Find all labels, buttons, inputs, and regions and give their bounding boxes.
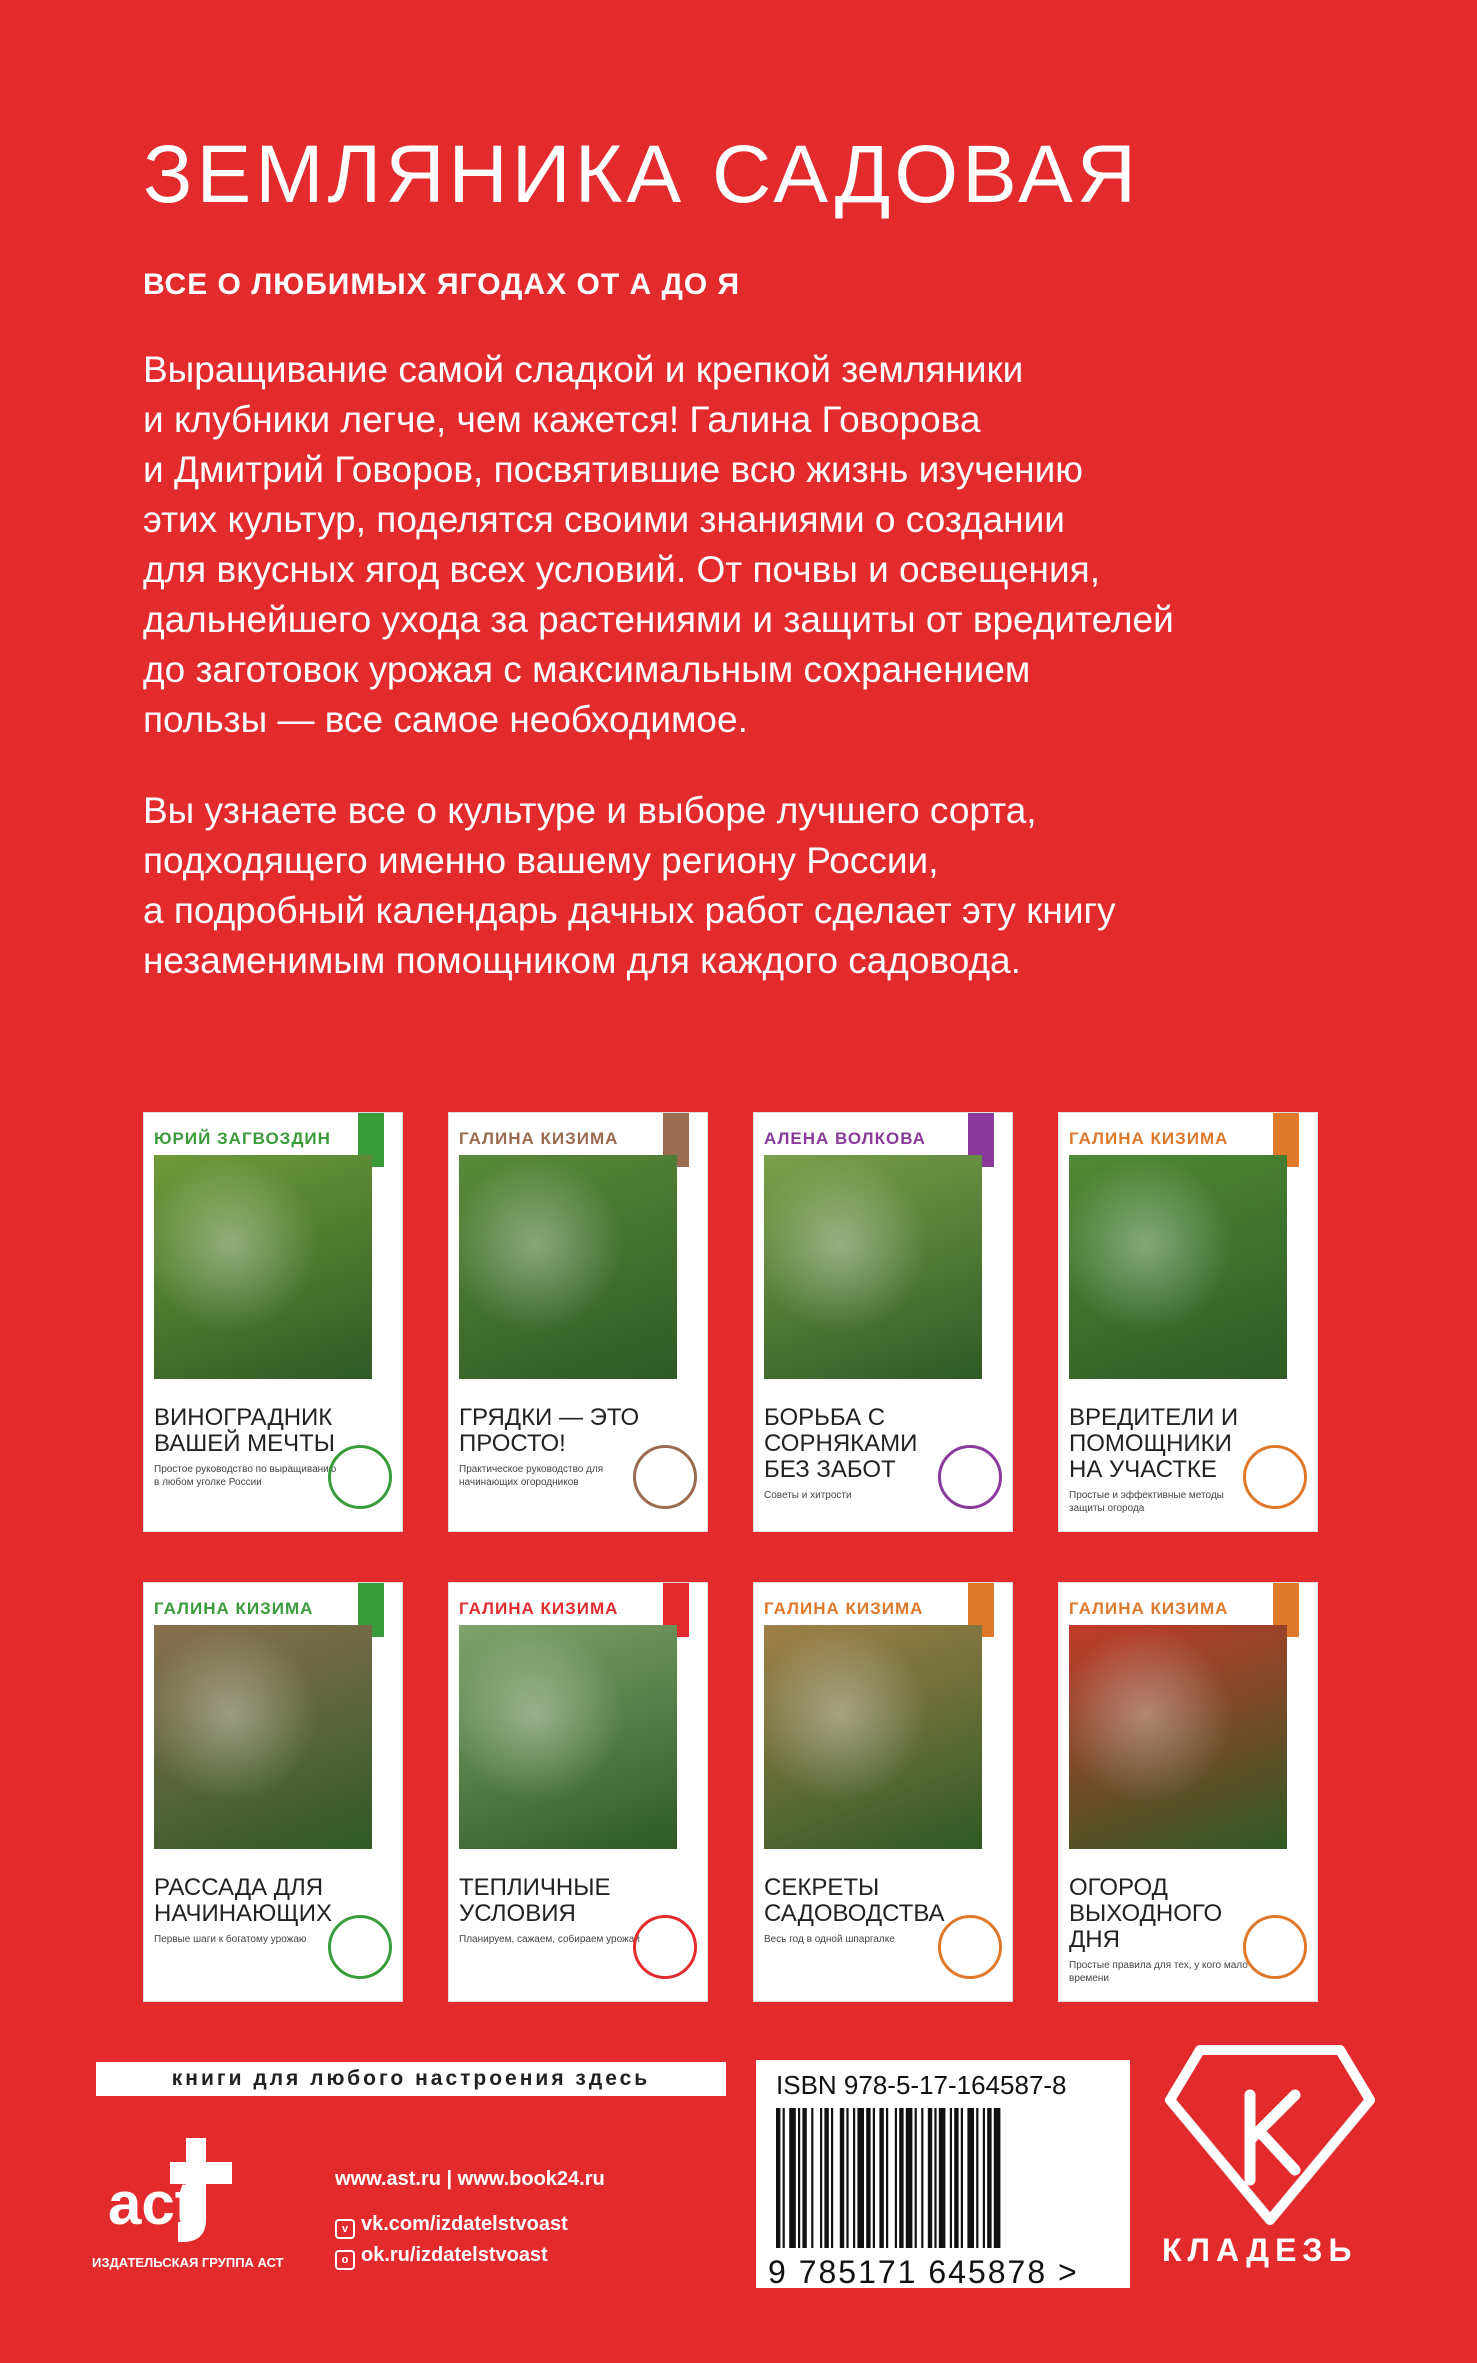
series-book-cover [143, 1112, 403, 1532]
website-links[interactable]: www.ast.ru | www.book24.ru [335, 2168, 605, 2190]
book-photo [154, 1625, 372, 1849]
book-cover-title [459, 1875, 649, 1946]
vk-icon: v [335, 2219, 355, 2239]
book-cover-subtitle: Первые шаги к богатому урожаю [154, 1934, 307, 1945]
barcode-bar [840, 2108, 844, 2248]
series-seal-icon [328, 1445, 392, 1509]
series-seal-icon [938, 1445, 1002, 1509]
ok-link-text: ok.ru/izdatelstvoast [361, 2244, 548, 2266]
paragraph-line: до заготовок урожая с максимальным сохранением [143, 649, 1031, 690]
book-cover-title-text: БОРЬБА С СОРНЯКАМИ БЕЗ ЗАБОТ [764, 1404, 918, 1483]
barcode-image [776, 2108, 1108, 2248]
book-cover-title-text: ВРЕДИТЕЛИ И ПОМОЩНИКИ НА УЧАСТКЕ [1069, 1404, 1239, 1483]
book-author: ГАЛИНА КИЗИМА [459, 1129, 619, 1148]
book-cover-title [1069, 1405, 1259, 1515]
series-seal-icon [633, 1915, 697, 1979]
book-author: ГАЛИНА КИЗИМА [1069, 1599, 1229, 1618]
barcode-bar [846, 2108, 848, 2248]
book-photo [154, 1155, 372, 1379]
barcode-bar [879, 2108, 883, 2248]
book-cover-title-text: РАССАДА ДЛЯ НАЧИНАЮЩИХ [154, 1874, 333, 1927]
paragraph-line: незаменимым помощником для каждого садовода. [143, 940, 1021, 981]
book-cover-title [459, 1405, 649, 1489]
series-book-cover [143, 1582, 403, 2002]
book-cover-title [154, 1875, 344, 1946]
book-cover-title [154, 1405, 344, 1489]
barcode-bar [921, 2108, 923, 2248]
book-photo [459, 1625, 677, 1849]
book-cover-title-text: ВИНОГРАДНИК ВАШЕЙ МЕЧТЫ [154, 1404, 336, 1457]
book-cover-subtitle: Простые правила для тех, у кого мало времени [1069, 1960, 1248, 1984]
paragraph-line: Вы узнаете все о культуре и выборе лучшего сорта, [143, 790, 1037, 831]
book-cover-title-text: ГРЯДКИ — ЭТО ПРОСТО! [459, 1404, 640, 1457]
barcode-bar [987, 2108, 991, 2248]
book-cover-subtitle: Простые и эффективные методы защиты огорода [1069, 1490, 1224, 1514]
paragraph-line: пользы — все самое необходимое. [143, 699, 748, 740]
barcode-bar [983, 2108, 985, 2248]
kladez-diamond-icon [1160, 2040, 1380, 2230]
barcode-bar [789, 2108, 796, 2248]
ok-icon: o [335, 2250, 355, 2270]
book-author: ГАЛИНА КИЗИМА [1069, 1129, 1229, 1148]
series-book-cover [753, 1112, 1013, 1532]
book-author: ГАЛИНА КИЗИМА [459, 1599, 619, 1618]
barcode-bar [928, 2108, 932, 2248]
series-book-cover [1058, 1112, 1318, 1532]
barcode-bar [866, 2108, 870, 2248]
book-cover-title-text: ТЕПЛИЧНЫЕ УСЛОВИЯ [459, 1874, 611, 1927]
paragraph-line: Выращивание самой сладкой и крепкой земляники [143, 349, 1024, 390]
series-book-cover [753, 1582, 1013, 2002]
book-cover-subtitle: Простое руководство по выращиванию в любом уголке России [154, 1464, 337, 1488]
ast-logo-text: act [108, 2170, 195, 2237]
vk-link-text: vk.com/izdatelstvoast [361, 2213, 568, 2235]
book-subtitle: ВСЕ О ЛЮБИМЫХ ЯГОДАХ ОТ А ДО Я [143, 268, 741, 301]
barcode-bar [811, 2108, 813, 2248]
barcode-block [756, 2060, 1130, 2288]
series-seal-icon [1243, 1445, 1307, 1509]
series-book-cover [448, 1112, 708, 1532]
barcode-number: 9 785171 645878 > [768, 2254, 1079, 2290]
book-cover-subtitle: Планируем, сажаем, собираем урожай [459, 1934, 640, 1945]
book-photo [764, 1155, 982, 1379]
barcode-bar [994, 2108, 1001, 2248]
series-name: КЛАДЕЗЬ [1162, 2232, 1358, 2268]
vk-link[interactable] [335, 2213, 568, 2239]
barcode-bar [899, 2108, 903, 2248]
paragraph-line: этих культур, поделятся своими знаниями о создании [143, 499, 1065, 540]
book-author: ГАЛИНА КИЗИМА [764, 1599, 924, 1618]
book-author: АЛЕНА ВОЛКОВА [764, 1129, 926, 1148]
paragraph-line: для вкусных ягод всех условий. От почвы и освещения, [143, 549, 1100, 590]
barcode-bar [873, 2108, 875, 2248]
series-books-grid [143, 1112, 1335, 2007]
series-book-cover [1058, 1582, 1318, 2002]
book-author: ЮРИЙ ЗАГВОЗДИН [154, 1129, 331, 1148]
book-photo [764, 1625, 982, 1849]
barcode-bar [886, 2108, 888, 2248]
ok-link[interactable] [335, 2244, 548, 2270]
book-cover-title-text: ОГОРОД ВЫХОДНОГО ДНЯ [1069, 1874, 1223, 1953]
barcode-bar [939, 2108, 946, 2248]
book-photo [1069, 1625, 1287, 1849]
slogan-strip: книги для любого настроения здесь [96, 2062, 726, 2096]
book-cover-title-text: СЕКРЕТЫ САДОВОДСТВА [764, 1874, 945, 1927]
barcode-bar [820, 2108, 822, 2248]
barcode-bar [776, 2108, 780, 2248]
paragraph-line: а подробный календарь дачных работ сделает эту книгу [143, 890, 1116, 931]
book-cover-title [1069, 1875, 1259, 1985]
barcode-bar [831, 2108, 833, 2248]
publisher-label: ИЗДАТЕЛЬСКАЯ ГРУППА АСТ [92, 2255, 284, 2270]
barcode-bar [961, 2108, 963, 2248]
barcode-bar [857, 2108, 864, 2248]
book-cover-subtitle: Весь год в одной шпаргалке [764, 1934, 895, 1945]
paragraph-line: дальнейшего ухода за растениями и защиты от вредителей [143, 599, 1174, 640]
paragraph-line: подходящего именно вашему региону России, [143, 840, 939, 881]
barcode-bar [783, 2108, 785, 2248]
book-photo [1069, 1155, 1287, 1379]
book-cover-title [764, 1875, 954, 1946]
paragraph-line: и клубники легче, чем кажется! Галина Говорова [143, 399, 981, 440]
series-book-cover [448, 1582, 708, 2002]
barcode-bar [950, 2108, 952, 2248]
isbn-text: ISBN 978-5-17-164587-8 [776, 2070, 1067, 2100]
barcode-bar [824, 2108, 828, 2248]
book-cover-title [764, 1405, 954, 1502]
description-paragraph-1 [143, 345, 1343, 745]
barcode-bar [934, 2108, 936, 2248]
barcode-bar [915, 2108, 917, 2248]
barcode-bar [895, 2108, 897, 2248]
barcode-bar [802, 2108, 806, 2248]
series-seal-icon [633, 1445, 697, 1509]
series-seal-icon [1243, 1915, 1307, 1979]
barcode-bar [976, 2108, 978, 2248]
description-paragraph-2 [143, 786, 1343, 986]
barcode-bar [967, 2108, 974, 2248]
barcode-bar [954, 2108, 958, 2248]
series-seal-icon [938, 1915, 1002, 1979]
book-cover-subtitle: Советы и хитрости [764, 1490, 852, 1501]
book-cover-subtitle: Практическое руководство для начинающих огородников [459, 1464, 604, 1488]
barcode-bar [906, 2108, 913, 2248]
book-title: ЗЕМЛЯНИКА САДОВАЯ [143, 129, 1140, 220]
barcode-bar [798, 2108, 800, 2248]
book-photo [459, 1155, 677, 1379]
paragraph-line: и Дмитрий Говоров, посвятившие всю жизнь изучению [143, 449, 1084, 490]
book-author: ГАЛИНА КИЗИМА [154, 1599, 314, 1618]
barcode-bar [853, 2108, 855, 2248]
series-seal-icon [328, 1915, 392, 1979]
ast-logo-icon [108, 2130, 248, 2250]
